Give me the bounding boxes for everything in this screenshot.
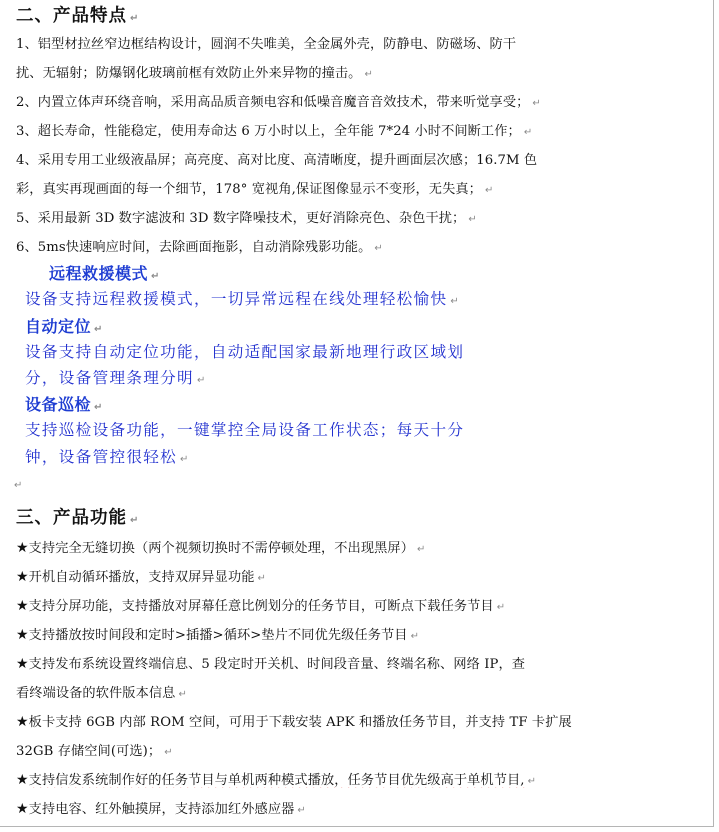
feature-line-6: 6、5ms快速响应时间，去除画面拖影，自动消除残影功能。 ↵ xyxy=(16,240,383,255)
function-item-5-cont: 看终端设备的软件版本信息 ↵ xyxy=(16,686,187,701)
feature-line-3: 3、超长寿命，性能稳定，使用寿命达 6 万小时以上，全年能 7*24 小时不间断工作； ↵ xyxy=(16,124,533,139)
device-patrol-title: 设备巡检 ↵ xyxy=(25,395,103,414)
function-item-8: ★支持电容、红外触摸屏，支持添加红外感应器 ↵ xyxy=(16,801,306,817)
function-item-7: ★支持信发系统制作好的任务节目与单机两种模式播放，任务节目优先级高于单机节目, ↵ xyxy=(16,772,537,788)
star-icon: ★ xyxy=(16,627,29,643)
star-icon: ★ xyxy=(16,772,29,788)
star-icon: ★ xyxy=(16,656,29,672)
function-item-4: ★支持播放按时间段和定时>插播>循环>垫片不同优先级任务节目 ↵ xyxy=(16,627,420,643)
section-heading-functions: 三、产品功能 ↵ xyxy=(16,508,140,528)
function-item-6-cont: 32GB 存储空间(可选)； ↵ xyxy=(16,744,173,759)
remote-rescue-text: 设备支持远程救援模式，一切异常远程在线处理轻松愉快 ↵ xyxy=(25,290,461,308)
feature-line-1: 1、铝型材拉丝窄边框结构设计，圆润不失唯美，全金属外壳，防静电、防磁场、防干 xyxy=(16,37,517,52)
function-item-3: ★支持分屏功能，支持播放对屏幕任意比例划分的任务节目，可断点下载任务节目 ↵ xyxy=(16,598,506,614)
star-icon: ★ xyxy=(16,598,29,614)
auto-locate-text-cont: 分，设备管理条理分明 ↵ xyxy=(25,369,207,387)
star-icon: ★ xyxy=(16,540,29,556)
auto-locate-text: 设备支持自动定位功能，自动适配国家最新地理行政区域划 xyxy=(25,343,465,361)
star-icon: ★ xyxy=(16,801,29,817)
device-patrol-text: 支持巡检设备功能，一键掌控全局设备工作状态；每天十分 xyxy=(25,421,465,439)
function-item-2: ★开机自动循环播放，支持双屏异显功能 ↵ xyxy=(16,569,267,585)
feature-line-4: 4、采用专用工业级液晶屏；高亮度、高对比度、高清晰度，提升画面层次感；16.7M 色 xyxy=(16,153,538,168)
feature-line-5: 5、采用最新 3D 数字滤波和 3D 数字降噪技术，更好消除亮色、杂色干扰； ↵ xyxy=(16,211,477,226)
feature-line-4-cont: 彩，真实再现画面的每一个细节，178° 宽视角,保证图像显示不变形，无失真； ↵ xyxy=(16,182,494,197)
function-item-1: ★支持完全无缝切换（两个视频切换时不需停顿处理，不出现黑屏） ↵ xyxy=(16,540,426,556)
feature-line-2: 2、内置立体声环绕音响，采用高品质音频电容和低噪音魔音音效技术，带来听觉享受； ↵ xyxy=(16,95,541,110)
section-heading-features: 二、产品特点 ↵ xyxy=(16,6,140,26)
feature-line-1-cont: 扰、无辐射；防爆钢化玻璃前框有效防止外来异物的撞击。 ↵ xyxy=(16,66,373,81)
device-patrol-text-cont: 钟，设备管控很轻松 ↵ xyxy=(25,448,190,466)
auto-locate-title: 自动定位 ↵ xyxy=(25,317,103,336)
empty-paragraph-mark: ↵ xyxy=(14,480,23,491)
star-icon: ★ xyxy=(16,714,29,730)
star-icon: ★ xyxy=(16,569,29,585)
function-item-6: ★板卡支持 6GB 内部 ROM 空间，可用于下载安装 APK 和播放任务节目，并支持 TF 卡扩展 xyxy=(16,714,572,730)
remote-rescue-title: 远程救援模式 ↵ xyxy=(49,264,160,283)
function-item-5: ★支持发布系统设置终端信息、5 段定时开关机、时间段音量、终端名称、网络 IP，查 xyxy=(16,656,526,672)
